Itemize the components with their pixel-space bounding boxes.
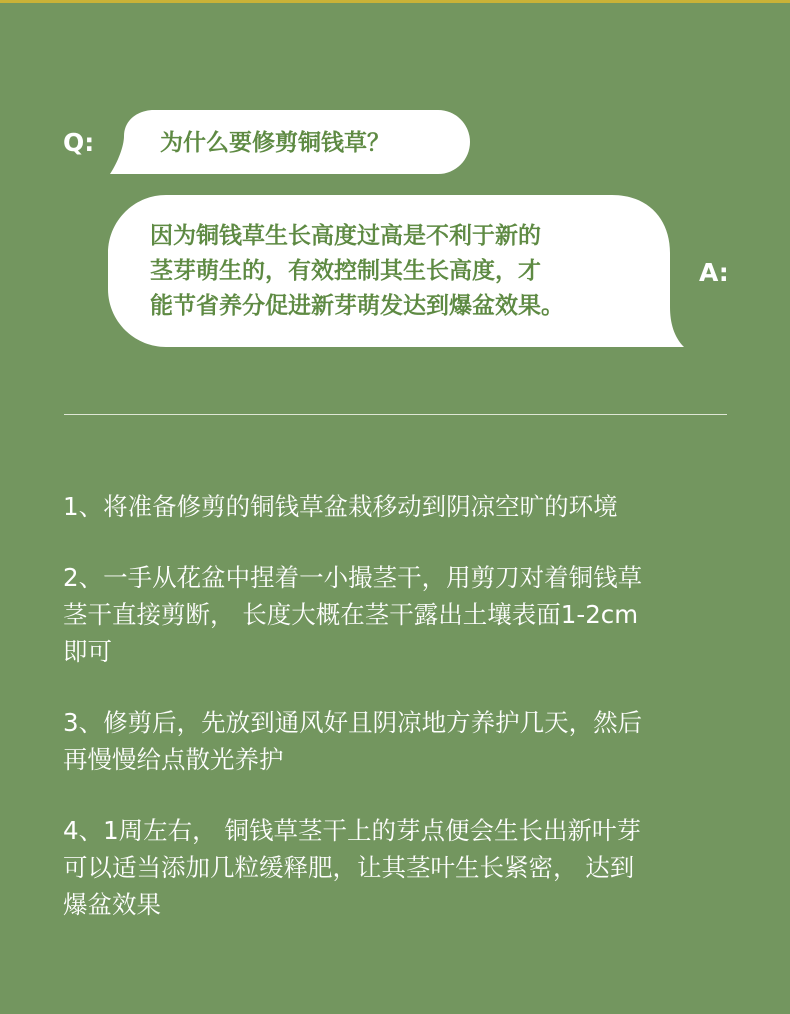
step-line: 2、一手从花盆中捏着一小撮茎干，用剪刀对着铜钱草 bbox=[63, 563, 643, 592]
question-label: Q: bbox=[63, 128, 95, 157]
answer-line: 茎芽萌生的，有效控制其生长高度，才 bbox=[150, 258, 541, 284]
step-item bbox=[63, 812, 733, 923]
answer-line: 能节省养分促进新芽萌发达到爆盆效果。 bbox=[150, 293, 564, 319]
step-line: 4、1周左右， 铜钱草茎干上的芽点便会生长出新叶芽 bbox=[63, 816, 641, 845]
steps-list bbox=[63, 488, 733, 923]
step-line: 即可 bbox=[63, 637, 112, 666]
answer-line: 因为铜钱草生长高度过高是不利于新的 bbox=[150, 223, 541, 249]
step-line: 茎干直接剪断， 长度大概在茎干露出土壤表面1-2cm bbox=[63, 600, 639, 629]
divider bbox=[64, 414, 727, 415]
answer-label: A: bbox=[699, 258, 729, 287]
step-line: 爆盆效果 bbox=[63, 890, 161, 919]
step-line: 可以适当添加几粒缓释肥，让其茎叶生长紧密， 达到 bbox=[63, 853, 635, 882]
question-text: 为什么要修剪铜钱草？ bbox=[160, 130, 390, 156]
step-line: 3、修剪后，先放到通风好且阴凉地方养护几天，然后 bbox=[63, 708, 643, 737]
step-item bbox=[63, 488, 733, 525]
step-item bbox=[63, 559, 733, 670]
top-accent-line bbox=[0, 0, 790, 3]
answer-text bbox=[150, 219, 640, 324]
step-line: 1、将准备修剪的铜钱草盆栽移动到阴凉空旷的环境 bbox=[63, 492, 618, 521]
step-item bbox=[63, 704, 733, 778]
step-line: 再慢慢给点散光养护 bbox=[63, 745, 284, 774]
